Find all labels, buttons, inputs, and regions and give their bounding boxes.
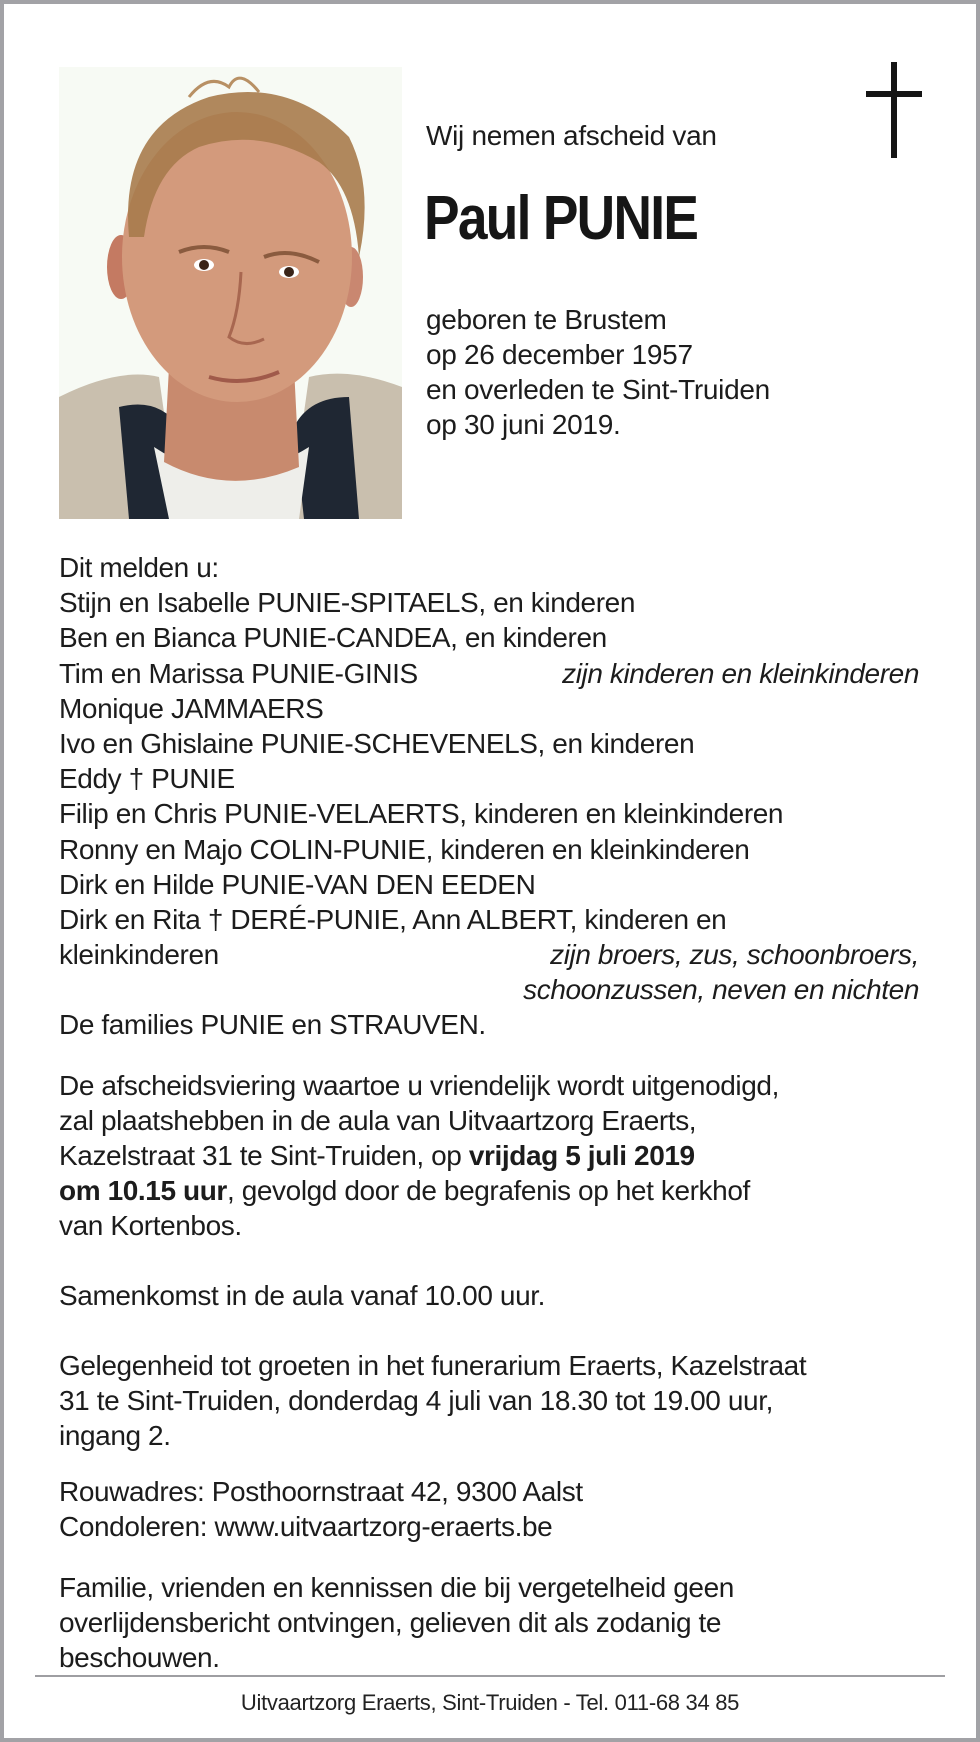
family-row <box>59 691 919 726</box>
ceremony-date: vrijdag 5 juli 2019 <box>468 1140 695 1171</box>
family-row-text: Dit melden u: <box>59 552 219 583</box>
family-row-text: Eddy † PUNIE <box>59 763 235 795</box>
ceremony-line: zal plaatshebben in de aula van Uitvaartzorg Eraerts, <box>59 1105 697 1136</box>
family-row <box>59 620 919 655</box>
closing-line: Familie, vrienden en kennissen die bij vergetelheid geen <box>59 1572 734 1603</box>
condolence-website[interactable]: Condoleren: www.uitvaartzorg-eraerts.be <box>59 1511 553 1542</box>
bio-line-deathdate: op 30 juni 2019. <box>426 409 621 440</box>
ceremony-line: van Kortenbos. <box>59 1210 242 1241</box>
gathering-line: Samenkomst in de aula vanaf 10.00 uur. <box>59 1280 546 1311</box>
visitation-paragraph <box>59 1348 929 1453</box>
family-row <box>59 656 919 691</box>
bio-block <box>426 302 770 442</box>
closing-paragraph <box>59 1570 929 1675</box>
closing-line: overlijdensbericht ontvingen, gelieven dit als zodanig te <box>59 1607 722 1638</box>
family-row-text: Dirk en Hilde PUNIE-VAN DEN EEDEN <box>59 868 536 900</box>
family-row-note: zijn broers, zus, schoonbroers, <box>550 939 919 971</box>
family-row <box>59 796 919 831</box>
family-row-text: Ronny en Majo COLIN-PUNIE, kinderen en kleinkinderen <box>59 833 750 865</box>
visitation-line: 31 te Sint-Truiden, donderdag 4 juli van 18.30 tot 19.00 uur, <box>59 1385 773 1416</box>
cross-horizontal-bar <box>866 91 922 97</box>
ceremony-time: om 10.15 uur <box>59 1175 227 1206</box>
footer-separator <box>35 1675 945 1677</box>
family-row-text: Dirk en Rita † DERÉ-PUNIE, Ann ALBERT, kinderen en <box>59 903 727 935</box>
deceased-name: Paul PUNIE <box>424 184 698 253</box>
bio-line-birthdate: op 26 december 1957 <box>426 339 693 370</box>
family-row <box>59 761 919 796</box>
family-row-text: Ben en Bianca PUNIE-CANDEA, en kinderen <box>59 622 607 654</box>
funeral-home-footer: Uitvaartzorg Eraerts, Sint-Truiden - Tel. 011-68 34 85 <box>240 1690 740 1715</box>
portrait-illustration <box>59 67 402 519</box>
gathering-paragraph <box>59 1278 929 1313</box>
visitation-line: ingang 2. <box>59 1420 171 1451</box>
family-row <box>59 902 919 937</box>
family-row <box>59 867 919 902</box>
family-row-text: kleinkinderen <box>59 939 219 971</box>
visitation-line: Gelegenheid tot groeten in het funerarium Eraerts, Kazelstraat <box>59 1350 807 1381</box>
family-row-note: zijn kinderen en kleinkinderen <box>562 657 919 689</box>
family-row <box>59 1007 919 1042</box>
family-row <box>59 550 919 585</box>
mourning-address: Rouwadres: Posthoornstraat 42, 9300 Aalst <box>59 1476 583 1507</box>
family-row <box>59 585 919 620</box>
intro-text: Wij nemen afscheid van <box>426 120 717 151</box>
family-row <box>59 726 919 761</box>
family-row-text: Stijn en Isabelle PUNIE-SPITAELS, en kinderen <box>59 587 636 619</box>
family-row <box>59 937 919 972</box>
family-row-text: Filip en Chris PUNIE-VELAERTS, kinderen en kleinkinderen <box>59 798 784 830</box>
family-row-text: Tim en Marissa PUNIE-GINIS <box>59 657 418 689</box>
bio-line-deathplace: en overleden te Sint-Truiden <box>426 374 770 405</box>
portrait-photo <box>59 67 402 519</box>
bio-line-birthplace: geboren te Brustem <box>426 304 667 335</box>
ceremony-line <box>59 1138 929 1173</box>
ceremony-paragraph <box>59 1068 929 1243</box>
ceremony-burial: , gevolgd door de begrafenis op het kerkhof <box>226 1175 750 1206</box>
ceremony-line <box>59 1173 929 1208</box>
ceremony-line: De afscheidsviering waartoe u vriendelijk wordt uitgenodigd, <box>59 1070 779 1101</box>
closing-line: beschouwen. <box>59 1642 220 1673</box>
cross-icon <box>866 62 922 158</box>
cross-vertical-bar <box>891 62 897 158</box>
ceremony-location: Kazelstraat 31 te Sint-Truiden, op <box>59 1140 469 1171</box>
family-row-text: De families PUNIE en STRAUVEN. <box>59 1009 486 1041</box>
family-list <box>59 550 919 1043</box>
family-row-text: Ivo en Ghislaine PUNIE-SCHEVENELS, en kinderen <box>59 727 695 759</box>
family-row-text: Monique JAMMAERS <box>59 692 324 724</box>
family-row <box>59 832 919 867</box>
family-row <box>59 972 919 1007</box>
family-row-note: schoonzussen, neven en nichten <box>523 974 919 1006</box>
contact-paragraph <box>59 1474 929 1544</box>
